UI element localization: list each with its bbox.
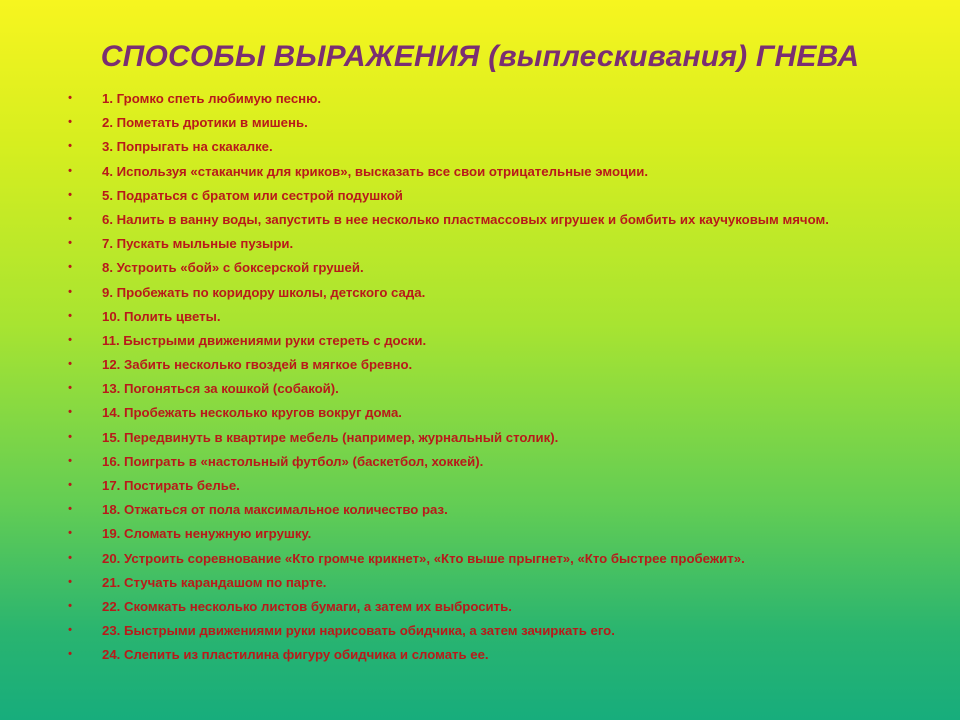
list-item — [64, 209, 884, 230]
bullet-icon: • — [68, 261, 72, 274]
bullet-icon: • — [68, 430, 72, 443]
list-item — [64, 306, 884, 327]
list-item — [64, 282, 884, 303]
list-item — [64, 620, 884, 641]
list-item-text: 1. Громко спеть любимую песню. — [102, 91, 322, 106]
list-item-text: 23. Быстрыми движениями руки нарисовать обидчика, а затем зачиркать его. — [102, 623, 615, 639]
list-item — [64, 402, 884, 423]
bullet-icon: • — [68, 358, 72, 371]
bullet-icon: • — [68, 116, 72, 129]
list-item-text: 24. Слепить из пластилина фигуру обидчика и сломать ее. — [102, 647, 489, 663]
list-item-text: 20. Устроить соревнование «Кто громче крикнет», «Кто выше прыгнет», «Кто быстрее пробежит». — [102, 550, 745, 566]
bullet-icon: • — [68, 624, 72, 637]
anger-methods-list — [64, 88, 884, 669]
list-item — [64, 572, 884, 593]
list-item — [64, 112, 884, 133]
list-item — [64, 596, 884, 617]
bullet-icon: • — [68, 309, 72, 322]
list-item — [64, 451, 884, 472]
list-item — [64, 499, 884, 520]
list-item-text: 5. Подраться с братом или сестрой подушкой — [102, 187, 403, 203]
list-item-text: 8. Устроить «бой» с боксерской грушей. — [102, 260, 364, 276]
list-item — [64, 523, 884, 544]
list-item — [64, 161, 884, 182]
bullet-icon: • — [68, 551, 72, 564]
list-item-text: 10. Полить цветы. — [102, 308, 221, 324]
bullet-icon: • — [68, 92, 72, 104]
list-item — [64, 354, 884, 375]
bullet-icon: • — [68, 333, 72, 346]
list-item — [64, 88, 884, 109]
list-item-text: 13. Погоняться за кошкой (собакой). — [102, 381, 339, 397]
list-item — [64, 257, 884, 278]
bullet-icon: • — [68, 503, 72, 516]
list-item-text: 19. Сломать ненужную игрушку. — [102, 526, 312, 542]
list-item — [64, 378, 884, 399]
list-item — [64, 427, 884, 448]
list-item-text: 14. Пробежать несколько кругов вокруг дома. — [102, 405, 402, 421]
list-item-text: 7. Пускать мыльные пузыри. — [102, 236, 294, 252]
bullet-icon: • — [68, 285, 72, 298]
list-item-text: 18. Отжаться от пола максимальное количество раз. — [102, 502, 448, 518]
list-item-text: 11. Быстрыми движениями руки стереть с доски. — [102, 332, 427, 348]
bullet-icon: • — [68, 599, 72, 612]
bullet-icon: • — [68, 164, 72, 177]
list-item-text: 12. Забить несколько гвоздей в мягкое бревно. — [102, 357, 413, 373]
list-item — [64, 136, 884, 157]
bullet-icon: • — [68, 527, 72, 540]
bullet-icon: • — [68, 140, 72, 153]
bullet-icon: • — [68, 648, 72, 661]
bullet-icon: • — [68, 212, 72, 225]
list-item-text: 22. Скомкать несколько листов бумаги, а затем их выбросить. — [102, 598, 512, 614]
list-item — [64, 644, 884, 665]
slide-title: СПОСОБЫ ВЫРАЖЕНИЯ (выплескивания) ГНЕВА — [100, 40, 860, 73]
list-item-text: 3. Попрыгать на скакалке. — [102, 139, 273, 155]
list-item-text: 21. Стучать карандашом по парте. — [102, 574, 327, 590]
list-item — [64, 185, 884, 206]
bullet-icon: • — [68, 382, 72, 395]
list-item-text: 17. Постирать белье. — [102, 478, 240, 493]
bullet-icon: • — [68, 406, 72, 419]
list-item-text: 6. Налить в ванну воды, запустить в нее несколько пластмассовых игрушек и бомбить их каучуковым мячом. — [102, 211, 829, 227]
list-item — [64, 330, 884, 351]
list-item — [64, 233, 884, 254]
list-item-text: 15. Передвинуть в квартире мебель (например, журнальный столик). — [102, 429, 559, 445]
bullet-icon: • — [68, 237, 72, 250]
bullet-icon: • — [68, 188, 72, 201]
bullet-icon: • — [68, 479, 72, 491]
list-item — [64, 548, 884, 569]
list-item-text: 4. Используя «стаканчик для криков», высказать все свои отрицательные эмоции. — [102, 163, 649, 179]
list-item-text: 2. Пометать дротики в мишень. — [102, 115, 308, 131]
list-item-text: 9. Пробежать по коридору школы, детского сада. — [102, 284, 426, 300]
list-item-text: 16. Поиграть в «настольный футбол» (баскетбол, хоккей). — [102, 453, 484, 469]
bullet-icon: • — [68, 454, 72, 467]
bullet-icon: • — [68, 575, 72, 588]
list-item — [64, 475, 884, 496]
